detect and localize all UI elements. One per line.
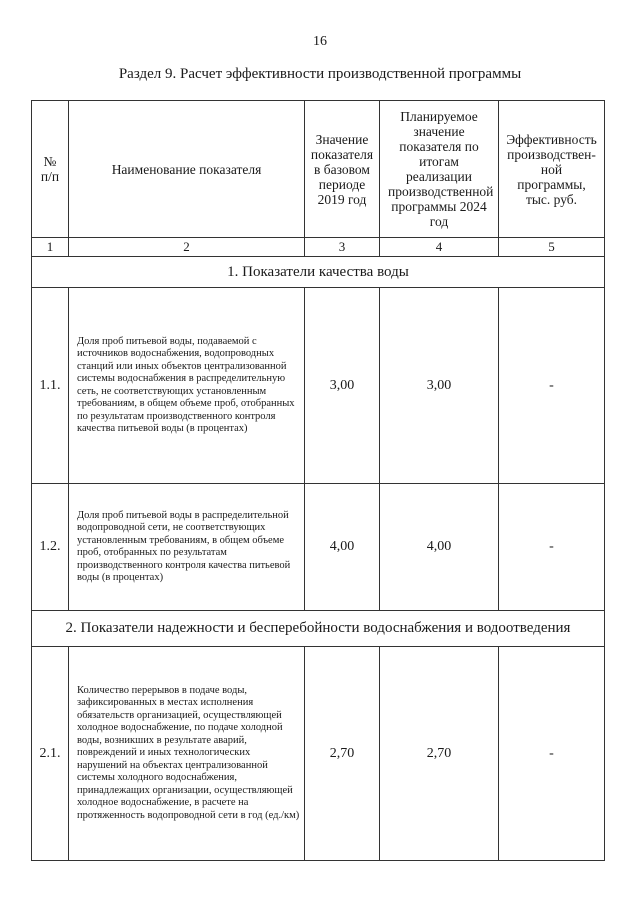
row-number: 1.1. bbox=[32, 288, 69, 484]
table-row bbox=[32, 647, 605, 861]
table-header-row bbox=[32, 101, 605, 238]
table-row bbox=[32, 484, 605, 611]
row-number: 2.1. bbox=[32, 647, 69, 861]
header-base: Значение показателя в базовом периоде 2019 год bbox=[305, 101, 380, 238]
row-indicator-name: Доля проб питьевой воды в распределительной водопроводной сети, не соответствующих установленным требованиям, в общем объеме проб, отобранных по результатам производственного контроля качества питьевой воды (в процентах) bbox=[69, 484, 305, 611]
row-base-value: 3,00 bbox=[305, 288, 380, 484]
table-row bbox=[32, 288, 605, 484]
row-planned-value: 2,70 bbox=[380, 647, 499, 861]
header-efficiency: Эффективность производствен-ной программы, тыс. руб. bbox=[499, 101, 605, 238]
column-number: 5 bbox=[499, 238, 605, 257]
efficiency-table bbox=[31, 100, 605, 861]
column-number: 1 bbox=[32, 238, 69, 257]
row-number: 1.2. bbox=[32, 484, 69, 611]
section-heading: 2. Показатели надежности и бесперебойности водоснабжения и водоотведения bbox=[32, 611, 605, 647]
row-efficiency-value: - bbox=[499, 647, 605, 861]
section-header-row bbox=[32, 611, 605, 647]
column-number-row bbox=[32, 238, 605, 257]
page-number: 16 bbox=[313, 34, 327, 49]
section-title: Раздел 9. Расчет эффективности производственной программы bbox=[118, 66, 522, 82]
row-efficiency-value: - bbox=[499, 484, 605, 611]
row-indicator-name: Количество перерывов в подаче воды, зафиксированных в местах исполнения обязательств организацией, осуществляющей холодное водоснабжение, по подаче холодной воды, возникших в результате аварий, повреждений и иных технологических нарушений на объектах централизованной системы холодного водоснабжения, принадлежащих организации, осуществляющей холодное водоснабжение, в расчете на протяженность водопроводной сети в год (ед./км) bbox=[69, 647, 305, 861]
row-base-value: 4,00 bbox=[305, 484, 380, 611]
column-number: 4 bbox=[380, 238, 499, 257]
header-num: № п/п bbox=[32, 101, 69, 238]
header-name: Наименование показателя bbox=[69, 101, 305, 238]
column-number: 2 bbox=[69, 238, 305, 257]
row-indicator-name: Доля проб питьевой воды, подаваемой с источников водоснабжения, водопроводных станций или иных объектов централизованной системы водоснабжения в распределительную сеть, не соответствующих установленным требованиям, в общем объеме проб, отобранных по результатам производственного контроля качества питьевой воды (в процентах) bbox=[69, 288, 305, 484]
header-planned: Планируемое значение показателя по итогам реализации производственной программы 2024 год bbox=[380, 101, 499, 238]
column-number: 3 bbox=[305, 238, 380, 257]
section-heading: 1. Показатели качества воды bbox=[32, 257, 605, 288]
row-efficiency-value: - bbox=[499, 288, 605, 484]
row-planned-value: 3,00 bbox=[380, 288, 499, 484]
row-base-value: 2,70 bbox=[305, 647, 380, 861]
section-header-row bbox=[32, 257, 605, 288]
row-planned-value: 4,00 bbox=[380, 484, 499, 611]
